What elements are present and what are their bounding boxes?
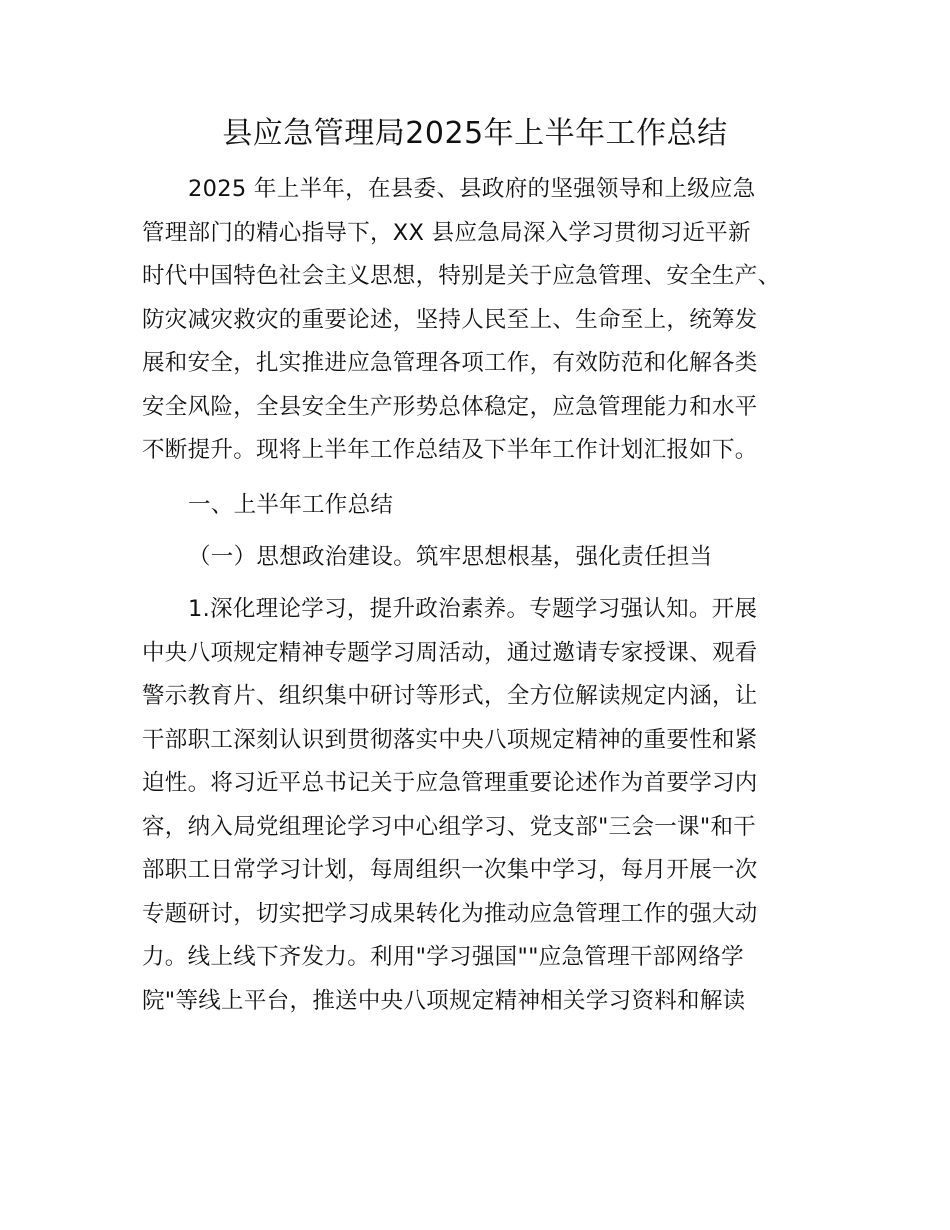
- paragraph-line: 院"等线上平台，推送中央八项规定精神相关学习资料和解读: [142, 987, 746, 1014]
- paragraph-line: 展和安全，扎实推进应急管理各项工作，有效防范和化解各类: [142, 350, 758, 376]
- paragraph-line: 安全风险，全县安全生产形势总体稳定，应急管理能力和水平: [142, 393, 758, 420]
- paragraph-line: 专题研讨，切实把学习成果转化为推动应急管理工作的强大动: [142, 900, 758, 927]
- item-paragraph: [142, 588, 822, 1023]
- subsection-heading-text: （一）思想政治建设。筑牢思想根基，强化责任担当: [188, 544, 713, 570]
- paragraph-line: 1.深化理论学习，提升政治素养。专题学习强认知。开展: [188, 596, 758, 622]
- paragraph-line: 2025 年上半年，在县委、县政府的坚强领导和上级应急: [188, 176, 756, 202]
- subsection-heading: [142, 536, 822, 580]
- paragraph-line: 中央八项规定精神专题学习周活动，通过邀请专家授课、观看: [142, 639, 758, 666]
- document-title: 县应急管理局2025年上半年工作总结: [222, 116, 728, 151]
- section-heading: [142, 484, 822, 528]
- paragraph-line: 容，纳入局党组理论学习中心组学习、党支部"三会一课"和干: [142, 813, 757, 840]
- paragraph-line: 部职工日常学习计划，每周组织一次集中学习，每月开展一次: [142, 857, 758, 883]
- paragraph-line: 不断提升。现将上半年工作总结及下半年工作计划汇报如下。: [142, 437, 758, 463]
- paragraph-line: 时代中国特色社会主义思想，特别是关于应急管理、安全生产、: [142, 263, 781, 289]
- paragraph-line: 力。线上线下齐发力。利用"学习强国""应急管理干部网络学: [142, 944, 744, 970]
- paragraph-line: 迫性。将习近平总书记关于应急管理重要论述作为首要学习内: [142, 770, 758, 796]
- section-heading-text: 一、上半年工作总结: [188, 492, 394, 518]
- paragraph-line: 管理部门的精心指导下，XX 县应急局深入学习贯彻习近平新: [142, 219, 751, 246]
- intro-paragraph: [142, 168, 822, 473]
- paragraph-line: 干部职工深刻认识到贯彻落实中央八项规定精神的重要性和紧: [142, 726, 758, 753]
- paragraph-line: 警示教育片、组织集中研讨等形式，全方位解读规定内涵，让: [142, 683, 758, 709]
- paragraph-line: 防灾减灾救灾的重要论述，坚持人民至上、生命至上，统筹发: [142, 306, 758, 333]
